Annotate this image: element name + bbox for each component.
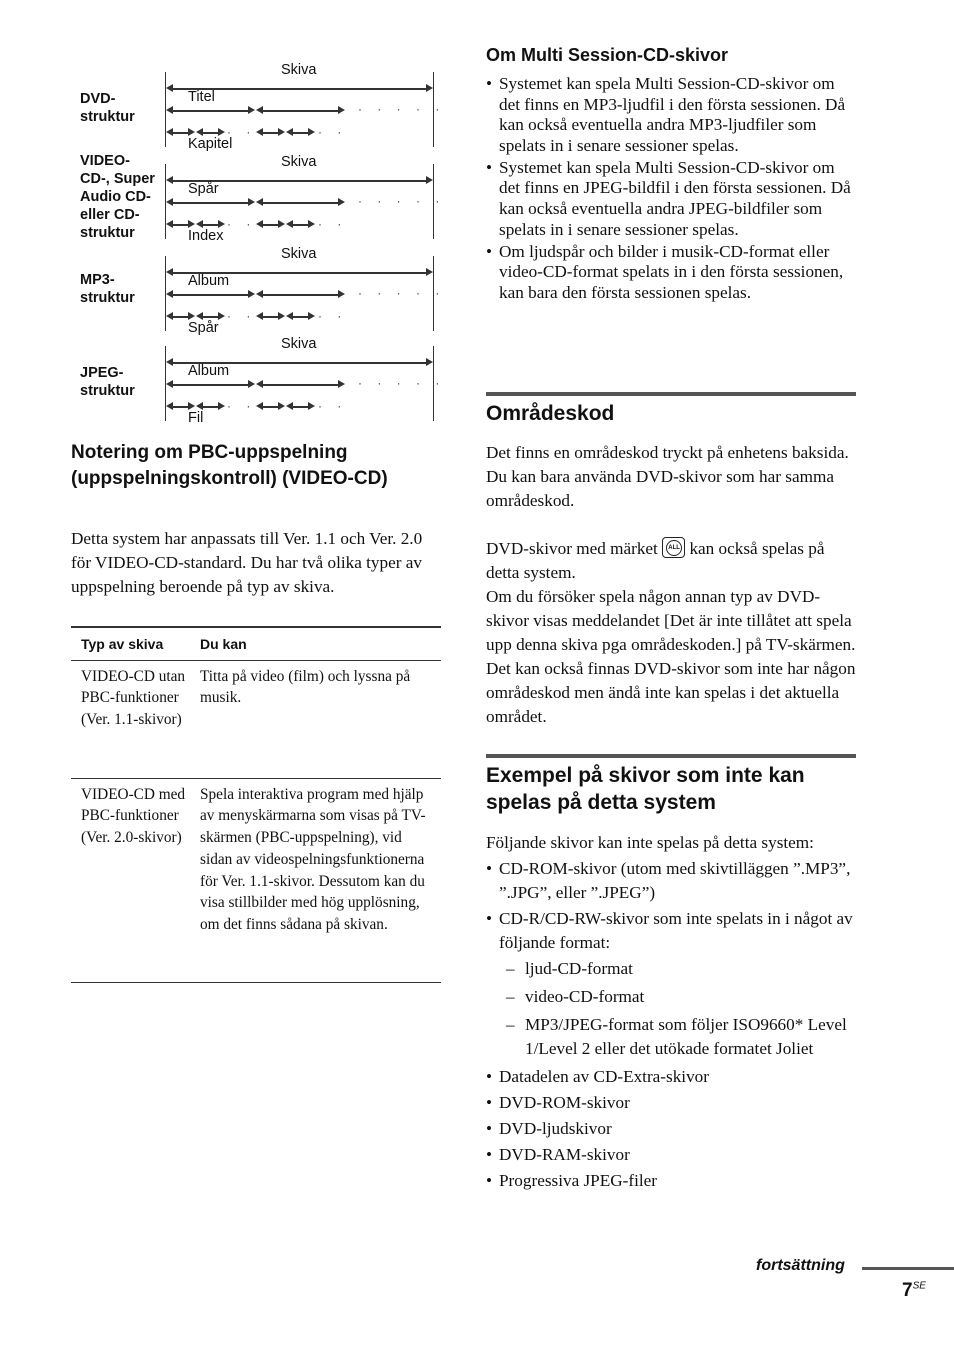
level2-span-line: [291, 316, 309, 318]
table-row: [71, 779, 441, 983]
sub-list-item: – ljud-CD-format: [506, 959, 633, 978]
arrow-left-icon: [166, 106, 173, 114]
arrow-left-icon: [256, 312, 263, 320]
arrow-left-icon: [166, 402, 173, 410]
arrow-right-icon: [188, 312, 195, 320]
arrow-right-icon: [218, 220, 225, 228]
continuation-dots: · · · · ·: [358, 194, 446, 208]
arrow-left-icon: [256, 220, 263, 228]
level1-label: Titel: [188, 89, 215, 105]
arrow-left-icon: [286, 312, 293, 320]
level2-span-line: [201, 224, 219, 226]
disc-structure-diagrams: [0, 0, 450, 430]
arrow-right-icon: [278, 402, 285, 410]
table-cell: VIDEO-CD utan PBC-funktioner (Ver. 1.1-skivor): [81, 667, 186, 729]
level1-span-line: [261, 294, 339, 296]
region-text: kan också spelas på detta system.: [486, 539, 825, 582]
disc-label: Skiva: [281, 154, 317, 170]
disc-label: Skiva: [281, 246, 317, 262]
arrow-right-icon: [338, 290, 345, 298]
section-rule: [486, 392, 856, 396]
continuation-dots: · ·: [318, 399, 348, 413]
list-item: • Om ljudspår och bilder i musik-CD-format eller video-CD-format spelats in i den första sessionen, kan bara den första sessionen spelas.: [486, 242, 858, 304]
list-item: • DVD-ROM-skivor: [486, 1091, 858, 1115]
list-item: • DVD-RAM-skivor: [486, 1143, 858, 1167]
arrow-left-icon: [166, 128, 173, 136]
disc-type-table: [71, 626, 441, 983]
arrow-left-icon: [256, 106, 263, 114]
sub-list-item: – video-CD-format: [506, 987, 645, 1006]
region-all-logo-icon: [662, 537, 685, 558]
page-number-suffix: SE: [912, 1280, 926, 1292]
arrow-left-icon: [166, 84, 173, 92]
level1-span-line: [171, 384, 249, 386]
arrow-left-icon: [166, 358, 173, 366]
arrow-right-icon: [308, 128, 315, 136]
arrow-right-icon: [338, 198, 345, 206]
level2-label: Index: [188, 228, 224, 244]
continuation-dots: · ·: [318, 217, 348, 231]
structure-label: MP3- struktur: [80, 272, 135, 306]
continued-label: fortsättning: [756, 1257, 845, 1274]
level1-label: Album: [188, 363, 230, 379]
disc-label: Skiva: [281, 62, 317, 78]
structure-label: DVD- struktur: [80, 91, 135, 125]
sub-list-text: video-CD-format: [525, 987, 645, 1006]
region-section: [486, 400, 858, 729]
arrow-right-icon: [248, 380, 255, 388]
arrow-right-icon: [188, 220, 195, 228]
arrow-right-icon: [308, 220, 315, 228]
continuation-dots: · · · · ·: [358, 102, 446, 116]
arrow-right-icon: [278, 220, 285, 228]
list-item: • CD-ROM-skivor (utom med skivtilläggen ”.MP3”, ”.JPG”, eller ”.JPEG”): [486, 857, 858, 905]
arrow-right-icon: [308, 402, 315, 410]
arrow-right-icon: [188, 402, 195, 410]
level2-label: Spår: [188, 320, 219, 336]
arrow-right-icon: [426, 268, 433, 276]
region-text: DVD-skivor med märket: [486, 539, 658, 558]
list-item: • CD-R/CD-RW-skivor som inte spelats in i något av följande format:: [486, 907, 858, 955]
examples-list-2: [486, 1065, 858, 1193]
page-number-value: 7: [902, 1280, 913, 1301]
level2-span-line: [201, 406, 219, 408]
multisession-heading: Om Multi Session-CD-skivor: [486, 45, 729, 65]
arrow-right-icon: [426, 176, 433, 184]
level1-label: Spår: [188, 181, 219, 197]
arrow-left-icon: [256, 198, 263, 206]
level1-span-line: [261, 110, 339, 112]
examples-section: [486, 762, 858, 1195]
arrow-left-icon: [286, 220, 293, 228]
continuation-dots: · ·: [227, 399, 257, 413]
arrow-left-icon: [166, 220, 173, 228]
arrow-right-icon: [218, 402, 225, 410]
region-paragraph: Om du försöker spela någon annan typ av DVD-skivor visas meddelandet [Det är inte tillåtet att spela upp denna skiva pga områdeskoden.] på TV-skärmen. Det kan också finnas DVD-skivor som inte har någon områdeskod men ändå inte kan spelas i det aktuella området.: [486, 587, 856, 726]
level2-span-line: [291, 406, 309, 408]
multisession-list: [486, 74, 858, 304]
continuation-dots: · ·: [318, 309, 348, 323]
continuation-dots: · · · · ·: [358, 376, 446, 390]
structure-label: VIDEO- CD-, Super Audio CD- eller CD- struktur: [80, 153, 155, 241]
table-row: [71, 661, 441, 779]
level2-span-line: [171, 224, 189, 226]
structure-label: JPEG- struktur: [80, 365, 135, 399]
pbc-body: Detta system har anpassats till Ver. 1.1 och Ver. 2.0 för VIDEO-CD-standard. Du har två olika typer av uppspelning beroende på typ av skiva.: [71, 529, 423, 596]
table-cell: VIDEO-CD med PBC-funktioner (Ver. 2.0-skivor): [81, 785, 186, 847]
level2-span-line: [201, 132, 219, 134]
region-paragraph: Det finns en områdeskod tryckt på enhetens baksida. Du kan bara använda DVD-skivor som har samma områdeskod.: [486, 443, 849, 510]
sub-list-text: ljud-CD-format: [525, 959, 633, 978]
arrow-right-icon: [278, 128, 285, 136]
level2-span-line: [291, 132, 309, 134]
arrow-left-icon: [196, 312, 203, 320]
level2-span-line: [201, 316, 219, 318]
level1-label: Album: [188, 273, 230, 289]
arrow-left-icon: [166, 176, 173, 184]
level2-label: Kapitel: [188, 136, 233, 152]
examples-intro: Följande skivor kan inte spelas på detta system:: [486, 833, 814, 852]
arrow-left-icon: [256, 290, 263, 298]
arrow-left-icon: [286, 128, 293, 136]
arrow-right-icon: [248, 290, 255, 298]
continuation-dots: · ·: [227, 309, 257, 323]
examples-list: [486, 857, 858, 955]
arrow-right-icon: [426, 84, 433, 92]
table-cell: Spela interaktiva program med hjälp av menyskärmarna som visas på TV-skärmen (PBC-uppspelning), vid sidan av videospelningsfunktionerna för Ver. 1.1-skivor. Dessutom kan du visa stillbilder med hög upplösning, om det finns sådana på skivan.: [200, 785, 426, 934]
level2-span-line: [261, 132, 279, 134]
arrow-left-icon: [166, 290, 173, 298]
arrow-right-icon: [248, 106, 255, 114]
list-item: • Systemet kan spela Multi Session-CD-skivor om det finns en JPEG-bildfil i den första sessionen. Då kan också eventuella andra JPEG-bildfiler som spelats in i senare sessioner spelas.: [486, 158, 858, 240]
sub-list-item: – MP3/JPEG-format som följer ISO9660* Level 1/Level 2 eller det utökade formatet Joliet: [506, 1015, 847, 1058]
level2-label: Fil: [188, 410, 204, 426]
page-number: [902, 1280, 926, 1302]
arrow-left-icon: [166, 312, 173, 320]
arrow-right-icon: [248, 198, 255, 206]
level1-span-line: [261, 202, 339, 204]
arrow-left-icon: [256, 380, 263, 388]
globe-icon: ALL: [666, 540, 682, 556]
arrow-left-icon: [256, 402, 263, 410]
arrow-left-icon: [166, 198, 173, 206]
level2-span-line: [171, 406, 189, 408]
level2-span-line: [261, 224, 279, 226]
continued-bar: [862, 1267, 954, 1270]
continuation-dots: · ·: [227, 217, 257, 231]
arrow-left-icon: [286, 402, 293, 410]
arrow-right-icon: [188, 128, 195, 136]
arrow-right-icon: [218, 312, 225, 320]
level2-span-line: [171, 316, 189, 318]
level1-span-line: [261, 384, 339, 386]
region-paragraph-logo: [486, 537, 858, 585]
table-header-disc-type: Typ av skiva: [81, 635, 164, 652]
arrow-right-icon: [278, 312, 285, 320]
disc-label: Skiva: [281, 336, 317, 352]
arrow-right-icon: [338, 380, 345, 388]
arrow-left-icon: [196, 220, 203, 228]
arrow-right-icon: [426, 358, 433, 366]
list-item: • Progressiva JPEG-filer: [486, 1169, 858, 1193]
list-item: • DVD-ljudskivor: [486, 1117, 858, 1141]
level1-span-line: [171, 294, 249, 296]
arrow-left-icon: [256, 128, 263, 136]
arrow-right-icon: [308, 312, 315, 320]
region-heading: Områdeskod: [486, 402, 615, 425]
examples-heading: Exempel på skivor som inte kan spelas på detta system: [486, 764, 805, 814]
level1-span-line: [171, 110, 249, 112]
level2-span-line: [291, 224, 309, 226]
pbc-heading: Notering om PBC-uppspelning (uppspelningskontroll) (VIDEO-CD): [71, 442, 388, 489]
level2-span-line: [261, 316, 279, 318]
arrow-right-icon: [338, 106, 345, 114]
arrow-left-icon: [196, 128, 203, 136]
list-item: • Systemet kan spela Multi Session-CD-skivor om det finns en MP3-ljudfil i den första sessionen. Då kan också eventuella andra MP3-ljudfiler som spelats in i senare sessioner spelas.: [486, 74, 858, 156]
level2-span-line: [261, 406, 279, 408]
arrow-left-icon: [196, 402, 203, 410]
level2-span-line: [171, 132, 189, 134]
level1-span-line: [171, 202, 249, 204]
continuation-dots: · ·: [318, 125, 348, 139]
section-rule: [486, 754, 856, 758]
continuation-dots: · ·: [227, 125, 257, 139]
list-item: • Datadelen av CD-Extra-skivor: [486, 1065, 858, 1089]
arrow-right-icon: [218, 128, 225, 136]
table-header-you-can: Du kan: [200, 635, 247, 652]
continuation-dots: · · · · ·: [358, 286, 446, 300]
sub-list-text: MP3/JPEG-format som följer ISO9660* Level 1/Level 2 eller det utökade formatet Joliet: [525, 1015, 847, 1058]
arrow-left-icon: [166, 380, 173, 388]
table-header-row: [71, 628, 441, 661]
multisession-section: [486, 45, 858, 305]
arrow-left-icon: [166, 268, 173, 276]
table-cell: Titta på video (film) och lyssna på musik.: [200, 667, 411, 707]
